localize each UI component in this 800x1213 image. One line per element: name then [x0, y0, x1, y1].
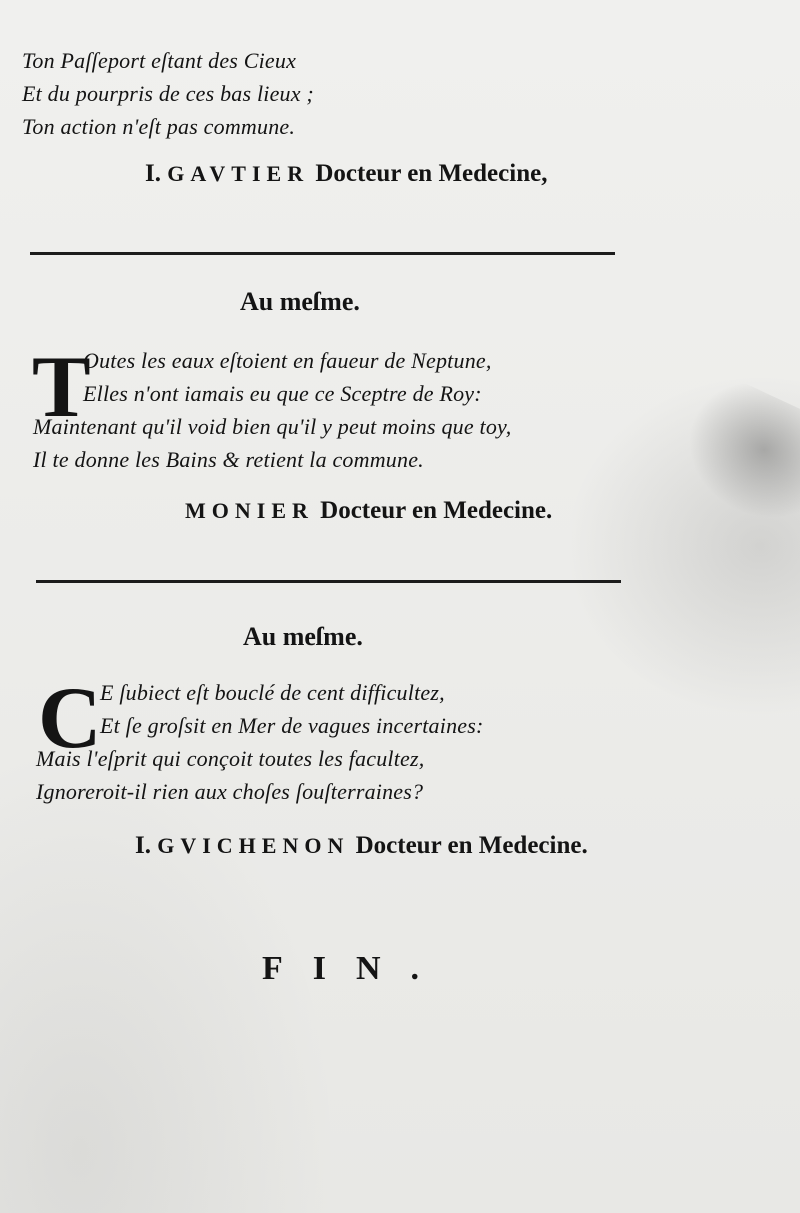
section-divider [30, 252, 615, 255]
verse-line: Ignoreroit-il rien aux choſes ſouſterraines? [36, 779, 424, 804]
poem-3-verse [36, 670, 484, 808]
poem-3-heading: Au meſme. [243, 622, 363, 651]
poem-1-verse [22, 44, 314, 143]
signature-title: Docteur en Medecine. [320, 497, 553, 524]
signature-title: Docteur en Medecine, [315, 160, 548, 187]
section-divider [36, 580, 621, 583]
verse-line: Et ſe groſsit en Mer de vagues incertaines: [100, 713, 484, 738]
signature-name: GVICHENON [157, 833, 350, 858]
poem-2-signature [185, 497, 552, 525]
poem-2-heading: Au meſme. [240, 287, 360, 316]
verse-line: Mais l'eſprit qui conçoit toutes les facultez, [36, 746, 425, 771]
verse-line: Et du pourpris de ces bas lieux ; [22, 81, 314, 106]
verse-line: Il te donne les Bains & retient la commune. [33, 447, 424, 472]
poem-2-dropcap: T [32, 339, 91, 436]
verse-line: Outes les eaux eſtoient en faueur de Neptune, [83, 348, 492, 373]
signature-initial: I. [135, 832, 151, 859]
signature-title: Docteur en Medecine. [355, 832, 588, 859]
poem-3-signature [135, 832, 588, 860]
paper-stain [650, 364, 800, 545]
signature-name: GAVTIER [167, 161, 310, 186]
verse-line: Ton Paſſeport eſtant des Cieux [22, 48, 297, 73]
verse-line: Maintenant qu'il void bien qu'il y peut moins que toy, [33, 414, 512, 439]
verse-line: E ſubiect eſt bouclé de cent difficultez, [100, 680, 445, 705]
poem-2-verse [32, 339, 512, 476]
poem-3-dropcap: C [38, 670, 102, 767]
signature-initial: I. [145, 160, 161, 187]
fin-colophon: FIN. [262, 950, 450, 987]
poem-1-signature [145, 160, 547, 188]
signature-name: MONIER [185, 498, 314, 523]
verse-line: Ton action n'eſt pas commune. [22, 114, 296, 139]
verse-line: Elles n'ont iamais eu que ce Sceptre de Roy: [83, 381, 482, 406]
